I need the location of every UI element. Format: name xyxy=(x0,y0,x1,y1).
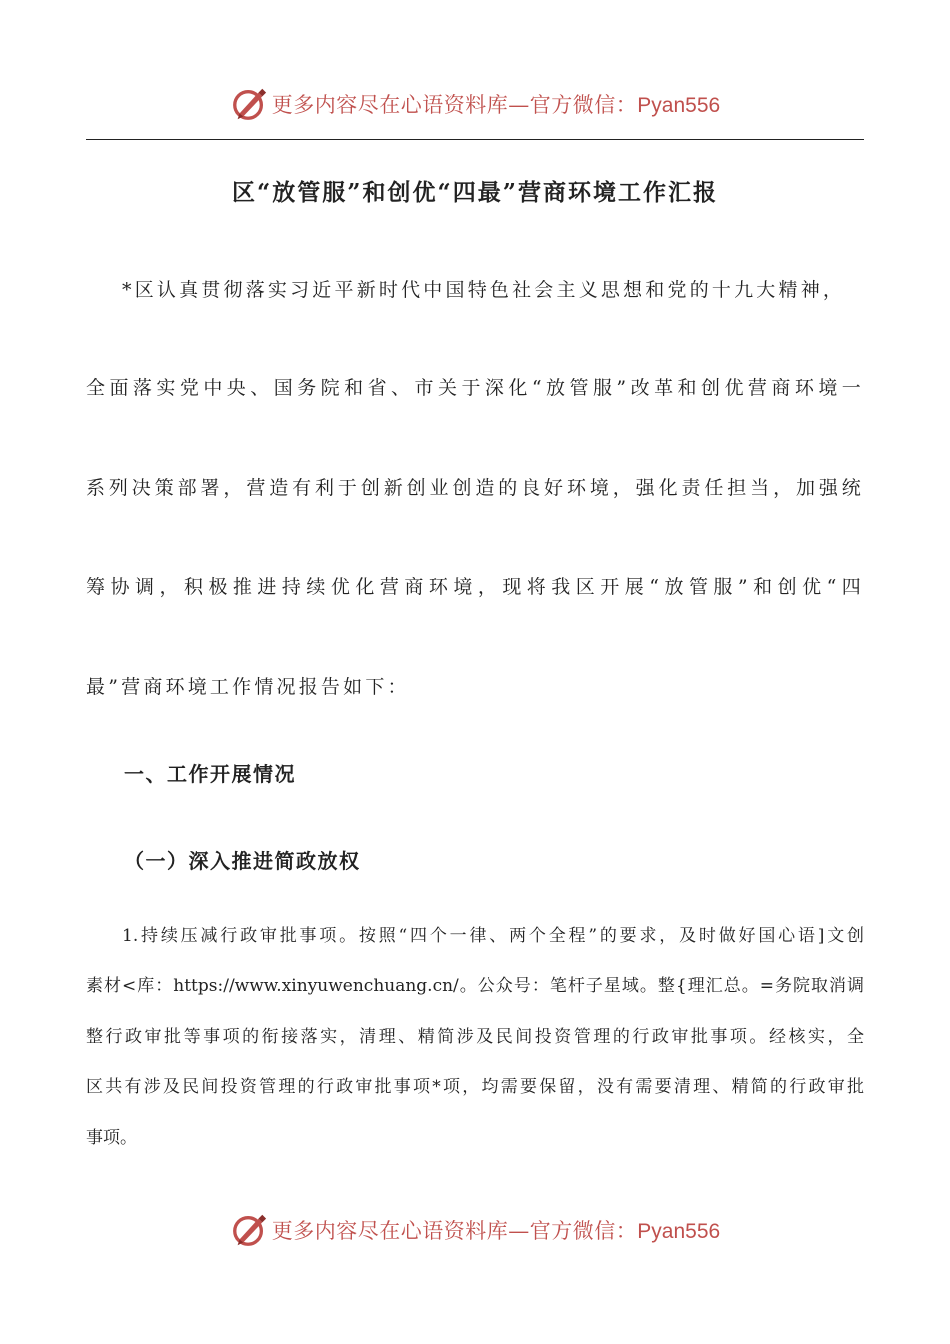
section-heading-work-status: 一、工作开展情况 xyxy=(124,762,296,786)
header-divider xyxy=(86,139,864,140)
footer-watermark-label: 更多内容尽在心语资料库—官方微信： xyxy=(271,1219,638,1243)
footer-watermark-brand: Pyan556 xyxy=(637,1220,721,1243)
header-watermark-brand: Pyan556 xyxy=(637,94,721,117)
item1-line-4: 区共有涉及民间投资管理的行政审批事项*项，均需要保留，没有需要清理、精简的行政审批 xyxy=(86,1077,864,1097)
header-watermark-banner xyxy=(0,82,950,126)
header-watermark-label: 更多内容尽在心语资料库—官方微信： xyxy=(271,93,638,117)
item1-line-3: 整行政审批等事项的衔接落实，清理、精简涉及民间投资管理的行政审批事项。经核实，全 xyxy=(86,1027,864,1047)
intro-line-1: *区认真贯彻落实习近平新时代中国特色社会主义思想和党的十九大精神， xyxy=(122,279,846,301)
footer-watermark-text xyxy=(272,1215,720,1245)
document-title: 区“放管服”和创优“四最”营商环境工作汇报 xyxy=(232,179,718,206)
item1-line-2: 素材<库：https://www.xinyuwenchuang.cn/。公众号：笔杆子星域。整{理汇总。=务院取消调 xyxy=(86,976,864,996)
pen-logo-icon xyxy=(230,85,268,123)
pen-logo-icon xyxy=(230,1211,268,1249)
header-watermark-text xyxy=(272,89,720,119)
intro-line-3: 系列决策部署，营造有利于创新创业创造的良好环境，强化责任担当，加强统 xyxy=(86,477,864,499)
item1-line-1: 1.持续压减行政审批事项。按照“四个一律、两个全程”的要求，及时做好国心语]文创 xyxy=(122,926,864,946)
intro-line-4: 筹协调，积极推进持续优化营商环境，现将我区开展“放管服”和创优“四 xyxy=(86,576,864,598)
intro-line-2: 全面落实党中央、国务院和省、市关于深化“放管服”改革和创优营商环境一 xyxy=(86,377,864,399)
footer-watermark-banner xyxy=(0,1208,950,1252)
item1-line-5: 事项。 xyxy=(86,1128,137,1148)
intro-line-5: 最”营商环境工作情况报告如下： xyxy=(86,676,410,698)
subsection-heading-simplify-admin: （一）深入推进简政放权 xyxy=(124,849,361,873)
